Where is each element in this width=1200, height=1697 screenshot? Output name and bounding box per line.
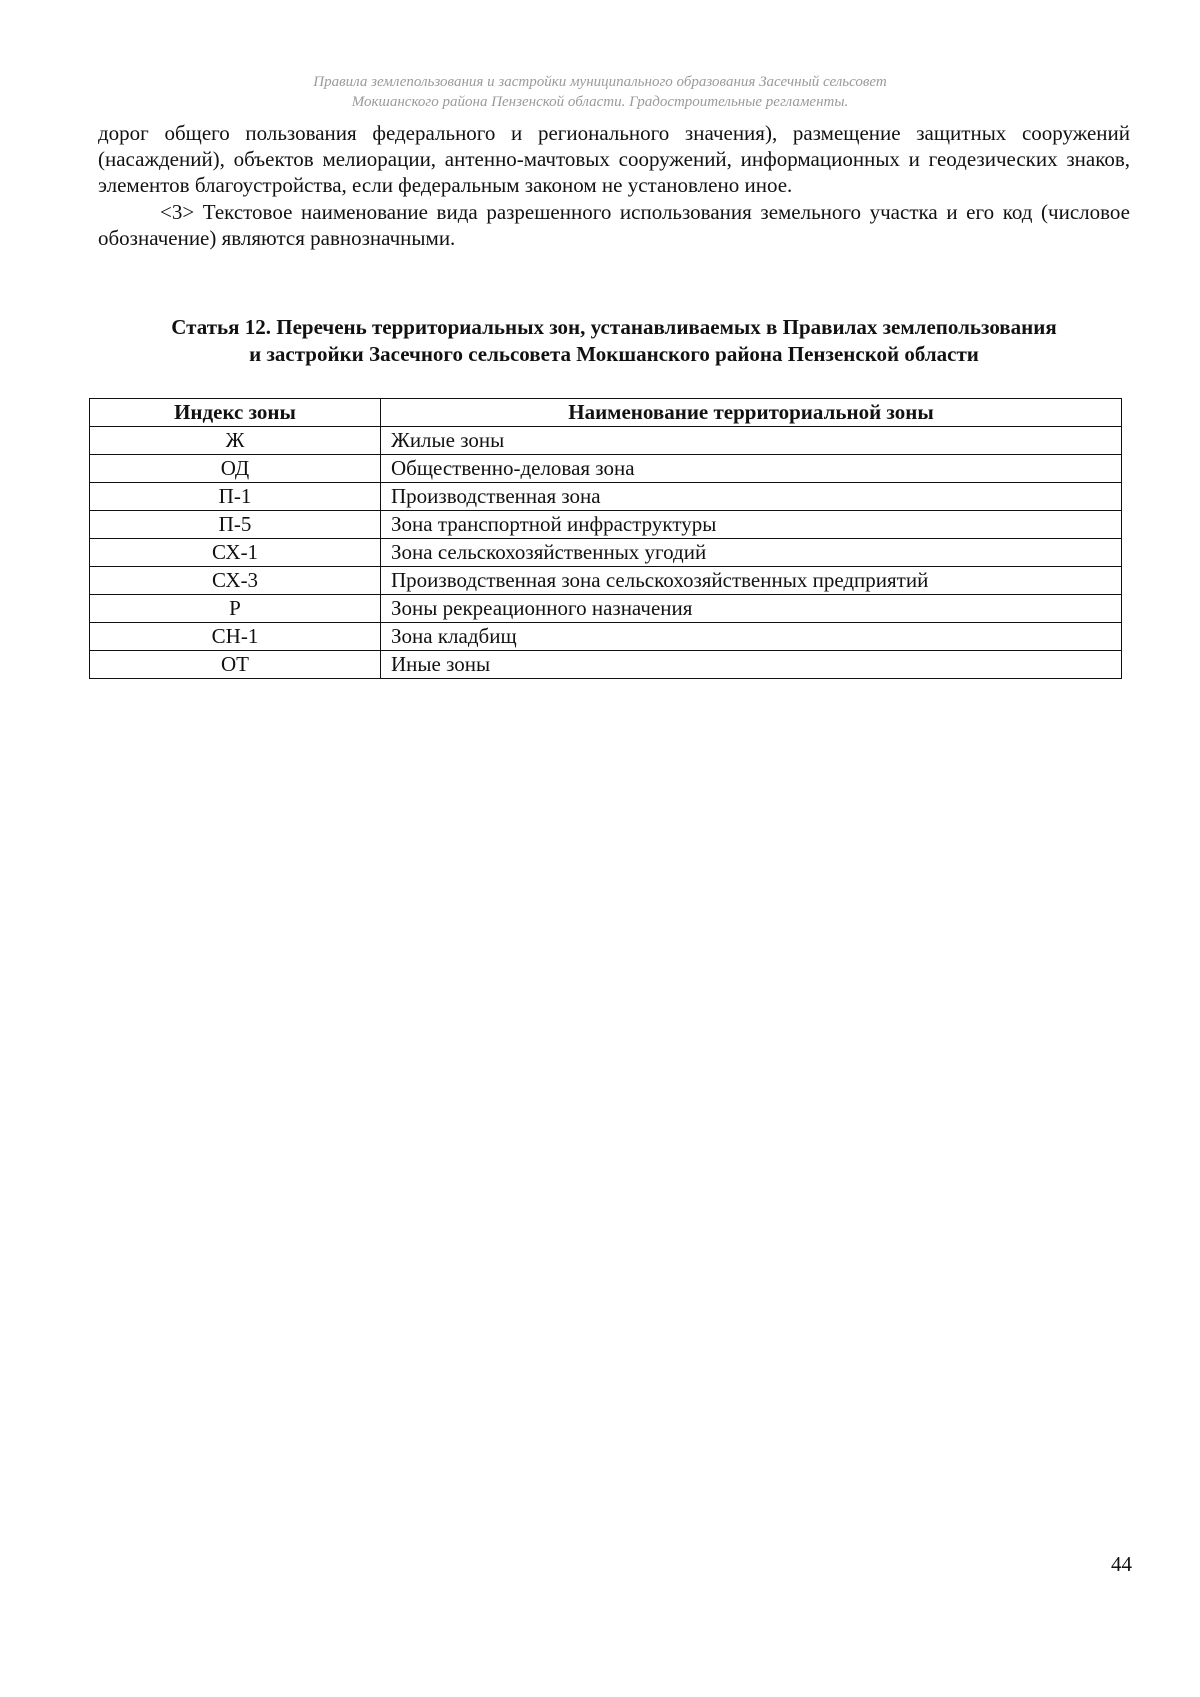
article-title-line-2: и застройки Засечного сельсовета Мокшанского района Пензенской области (249, 342, 979, 366)
page-number: 44 (1111, 1552, 1132, 1576)
zone-code: П-1 (90, 483, 381, 511)
zone-code: Р (90, 595, 381, 623)
table-row (90, 567, 1122, 595)
zone-name: Зона транспортной инфраструктуры (381, 511, 1122, 539)
column-header-zone-index: Индекс зоны (90, 399, 381, 427)
zone-code: П-5 (90, 511, 381, 539)
column-header-zone-name: Наименование территориальной зоны (381, 399, 1122, 427)
zone-name: Жилые зоны (381, 427, 1122, 455)
zone-name: Зона кладбищ (381, 623, 1122, 651)
zone-code: Ж (90, 427, 381, 455)
zone-name: Зона сельскохозяйственных угодий (381, 539, 1122, 567)
footnote-3: <3> Текстовое наименование вида разрешенного использования земельного участка и его код (числовое обозначение) являются равнозначными. (98, 200, 1130, 250)
zone-name: Производственная зона сельскохозяйственных предприятий (381, 567, 1122, 595)
running-header (0, 72, 1200, 112)
table-row (90, 455, 1122, 483)
zone-name: Общественно-деловая зона (381, 455, 1122, 483)
zone-name: Иные зоны (381, 651, 1122, 679)
table-row (90, 427, 1122, 455)
paragraph-continuation: дорог общего пользования федерального и регионального значения), размещение защитных сооружений (насаждений), объектов мелиорации, антенно-мачтовых сооружений, информационных и геодезических знаков, элементов благоустройства, если федеральным законом не установлено иное. (98, 121, 1130, 197)
article-title (98, 314, 1130, 368)
table-row (90, 483, 1122, 511)
zone-code: СХ-3 (90, 567, 381, 595)
zone-code: ОТ (90, 651, 381, 679)
article-title-line-1: Статья 12. Перечень территориальных зон, устанавливаемых в Правилах землепользования (171, 315, 1057, 339)
table-row (90, 595, 1122, 623)
zone-name: Производственная зона (381, 483, 1122, 511)
table-row (90, 623, 1122, 651)
zone-code: СХ-1 (90, 539, 381, 567)
table-row (90, 511, 1122, 539)
zones-table (89, 398, 1122, 679)
body-text (98, 120, 1130, 251)
header-line-1: Правила землепользования и застройки муниципального образования Засечный сельсовет (313, 74, 887, 90)
zone-code: ОД (90, 455, 381, 483)
header-line-2: Мокшанского района Пензенской области. Градостроительные регламенты. (351, 94, 849, 110)
zone-name: Зоны рекреационного назначения (381, 595, 1122, 623)
zone-code: СН-1 (90, 623, 381, 651)
table-header-row (90, 399, 1122, 427)
table-row (90, 651, 1122, 679)
table-row (90, 539, 1122, 567)
